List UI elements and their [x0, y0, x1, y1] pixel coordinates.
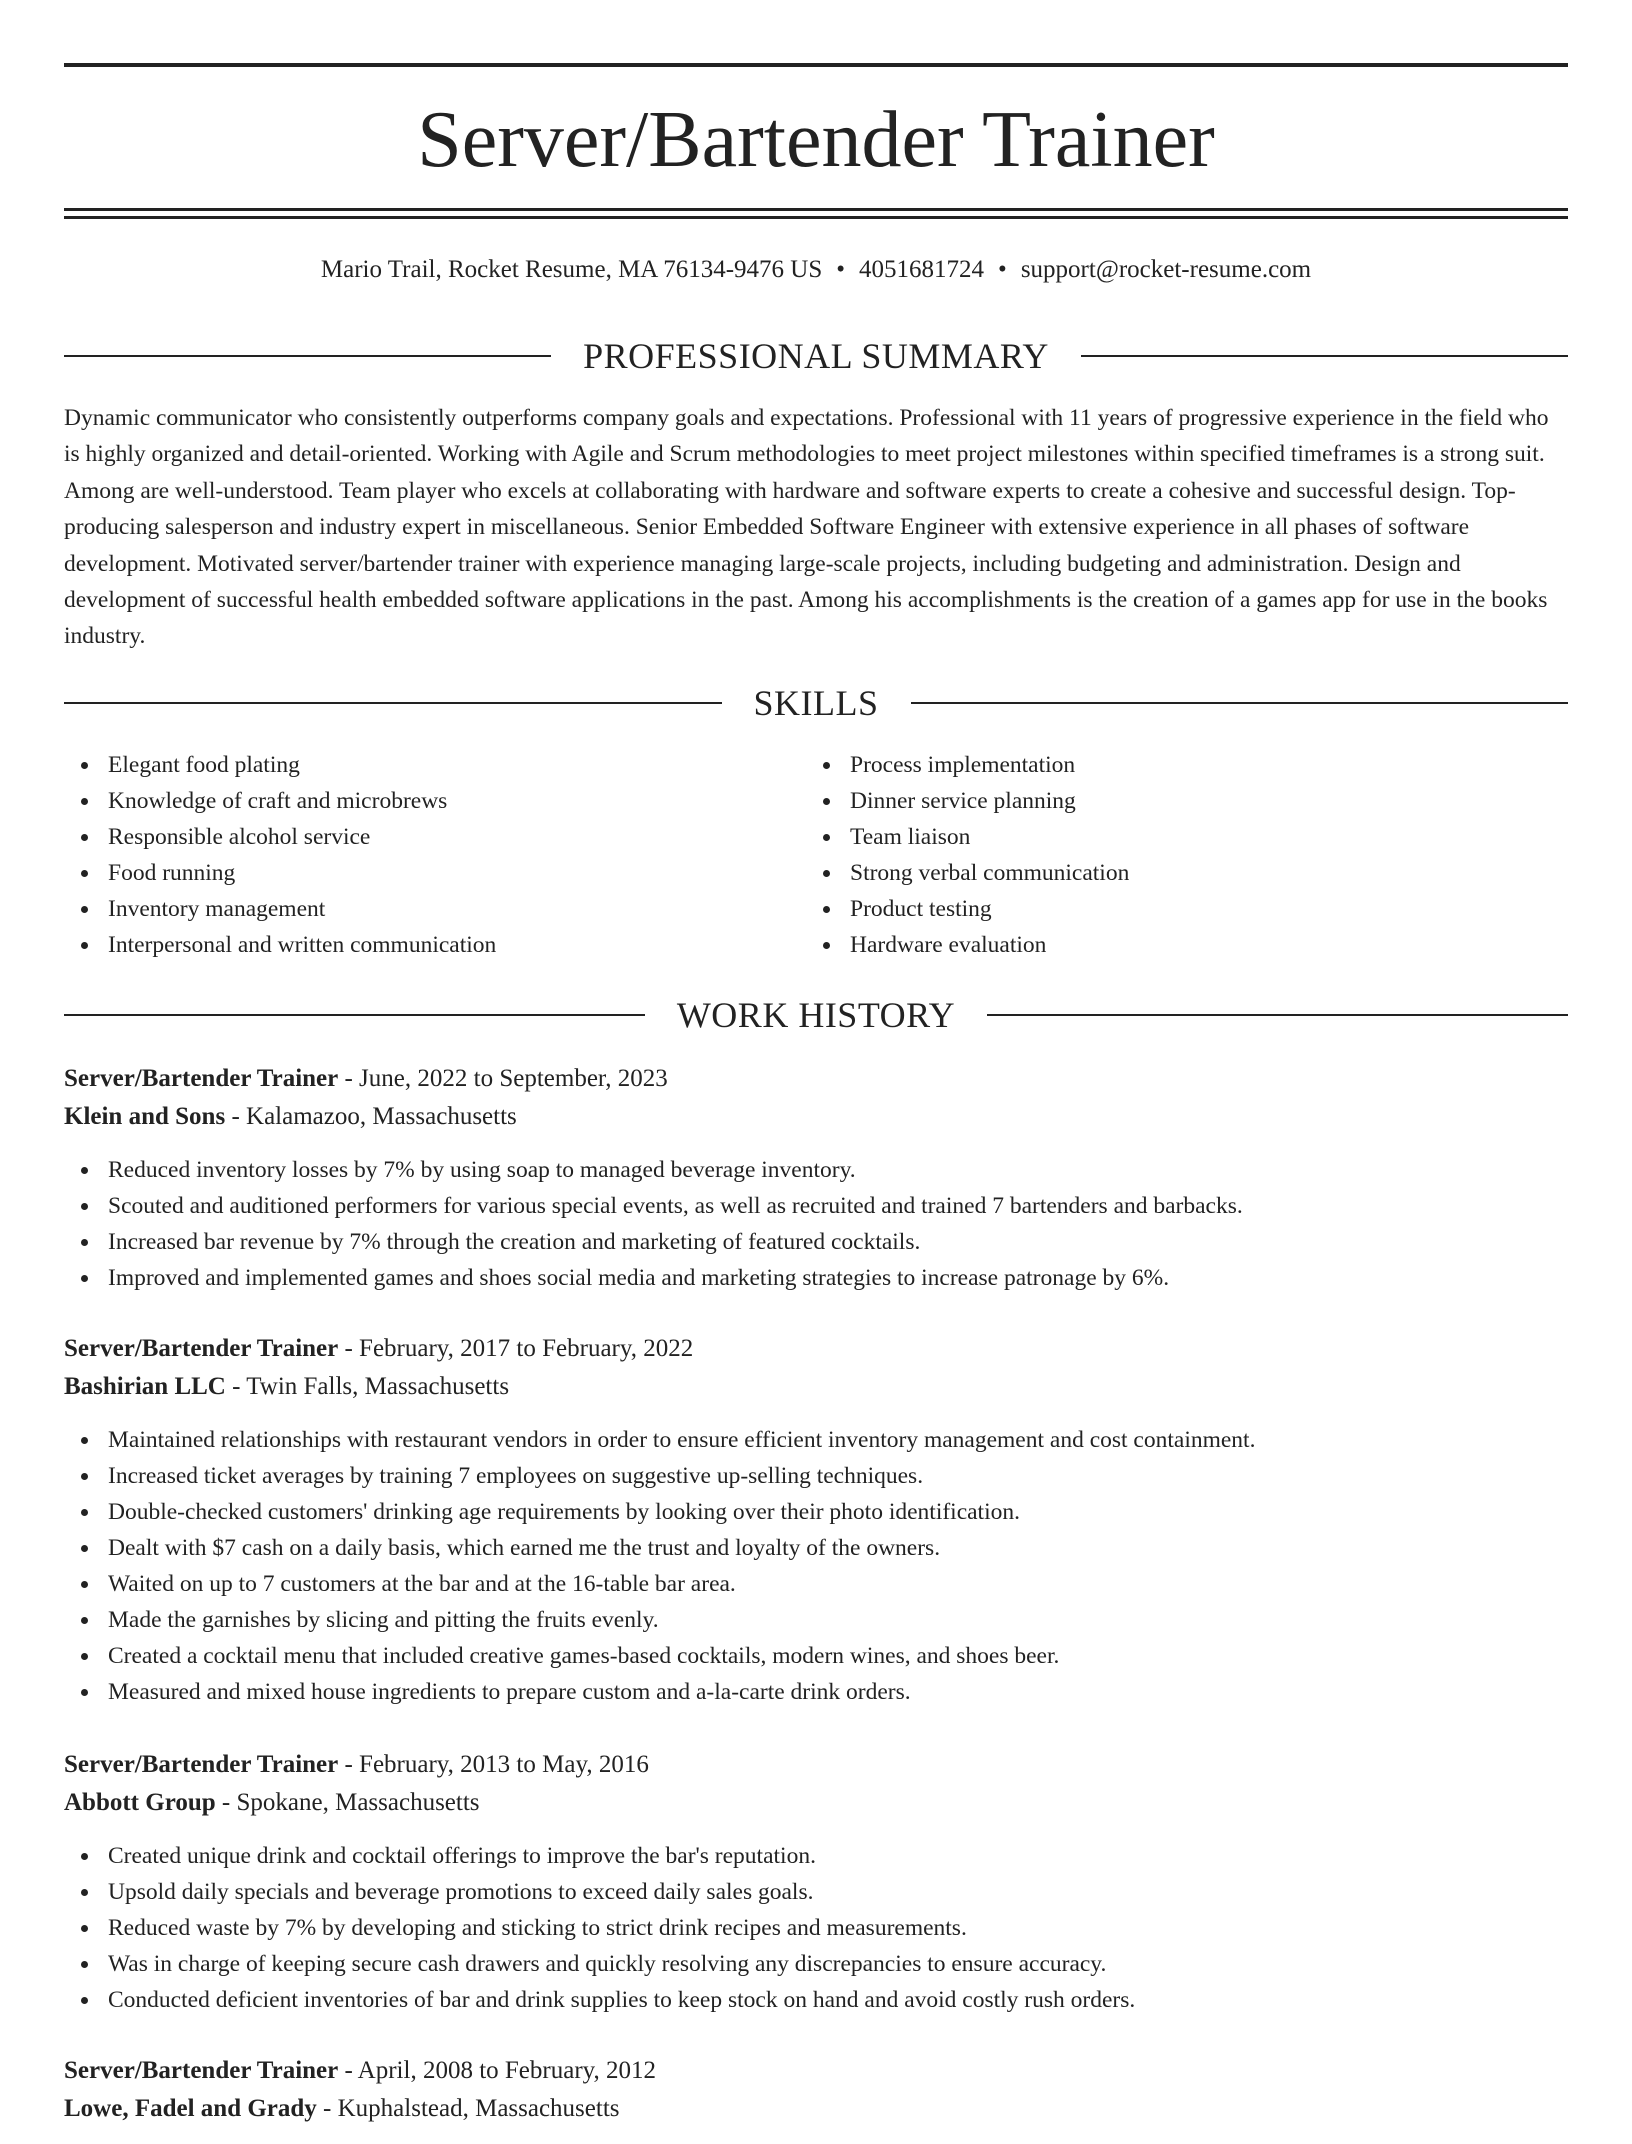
- contact-separator: •: [998, 256, 1007, 283]
- job-company: Bashirian LLC: [64, 1373, 226, 1400]
- skills-section-heading: [64, 681, 1568, 725]
- job-bullet: Measured and mixed house ingredients to prepare custom and a-la-carte drink orders.: [64, 1674, 1568, 1710]
- skill-item: Responsible alcohol service: [64, 819, 804, 855]
- job-bullets: [64, 1422, 1568, 1710]
- job-bullet: Made the garnishes by slicing and pitting the fruits evenly.: [64, 1602, 1568, 1638]
- job-dates: - February, 2017 to February, 2022: [338, 1335, 694, 1362]
- job-bullet: Created unique drink and cocktail offerings to improve the bar's reputation.: [64, 1838, 1568, 1874]
- job-location: - Twin Falls, Massachusetts: [225, 1373, 510, 1400]
- heading-divider: [1081, 355, 1568, 357]
- skill-item: Food running: [64, 855, 804, 891]
- job-entry: [64, 2052, 1568, 2144]
- contact-phone: 4051681724: [859, 256, 985, 283]
- job-title: Server/Bartender Trainer: [64, 1335, 339, 1362]
- contact-address: Mario Trail, Rocket Resume, MA 76134-9476 US: [320, 256, 823, 283]
- job-dates: - February, 2013 to May, 2016: [338, 1751, 649, 1778]
- heading-divider: [64, 1014, 645, 1016]
- job-bullet: Dealt with $7 cash on a daily basis, which earned me the trust and loyalty of the owners.: [64, 1530, 1568, 1566]
- job-bullet: Increased ticket averages by training 7 employees on suggestive up-selling techniques.: [64, 1458, 1568, 1494]
- job-company-line: [64, 1098, 1568, 1136]
- job-entry: [64, 1746, 1568, 2018]
- header-top-rule: [64, 63, 1568, 67]
- job-bullet: Waited on up to 7 customers at the bar and at the 16-table bar area.: [64, 1566, 1568, 1602]
- job-bullet: Reduced inventory losses by 7% by using soap to managed beverage inventory.: [64, 1152, 1568, 1188]
- header-rule-lower: [64, 216, 1568, 219]
- job-location: - Kalamazoo, Massachusetts: [225, 1103, 517, 1130]
- heading-divider: [911, 702, 1569, 704]
- job-bullet: Upsold daily specials and beverage promotions to exceed daily sales goals.: [64, 1874, 1568, 1910]
- contact-email: support@rocket-resume.com: [1020, 256, 1312, 283]
- job-bullet: Conducted deficient inventories of bar and drink supplies to keep stock on hand and avoid costly rush orders.: [64, 1982, 1568, 2018]
- job-title: Server/Bartender Trainer: [64, 1065, 339, 1092]
- job-bullet: Reduced waste by 7% by developing and sticking to strict drink recipes and measurements.: [64, 1910, 1568, 1946]
- job-company: Klein and Sons: [64, 1103, 226, 1130]
- heading-divider: [64, 355, 551, 357]
- skill-item: Team liaison: [806, 819, 1546, 855]
- contact-separator: •: [836, 256, 846, 283]
- job-title-line: [64, 1330, 1568, 1368]
- work-heading-label: WORK HISTORY: [676, 995, 956, 1035]
- skill-item: Hardware evaluation: [806, 927, 1546, 963]
- skill-item: Product testing: [806, 891, 1546, 927]
- skills-list-left: [64, 747, 804, 963]
- job-dates: - April, 2008 to February, 2012: [338, 2057, 657, 2084]
- skill-item: Dinner service planning: [806, 783, 1546, 819]
- job-bullets: [64, 1838, 1568, 2018]
- job-entry: [64, 1060, 1568, 1296]
- job-bullet: Increased bar revenue by 7% through the creation and marketing of featured cocktails.: [64, 1224, 1568, 1260]
- header-rule-upper: [64, 208, 1568, 211]
- job-company-line: [64, 2090, 1568, 2128]
- job-bullets: [64, 1152, 1568, 1296]
- job-bullet: Maintained relationships with restaurant vendors in order to ensure efficient inventory management and cost containment.: [64, 1422, 1568, 1458]
- skills-list-right: [806, 747, 1546, 963]
- job-bullet: Created a cocktail menu that included creative games-based cocktails, modern wines, and shoes beer.: [64, 1638, 1568, 1674]
- contact-line: [64, 254, 1568, 286]
- summary-section-heading: [64, 334, 1568, 378]
- job-company-line: [64, 1368, 1568, 1406]
- resume-title: Server/Bartender Trainer: [417, 96, 1215, 184]
- skill-item: Strong verbal communication: [806, 855, 1546, 891]
- job-dates: - June, 2022 to September, 2023: [338, 1065, 668, 1092]
- heading-divider: [987, 1014, 1568, 1016]
- job-entry: [64, 1330, 1568, 1710]
- work-section-heading: [64, 993, 1568, 1037]
- job-title: Server/Bartender Trainer: [64, 1751, 339, 1778]
- job-bullet: Double-checked customers' drinking age requirements by looking over their photo identification.: [64, 1494, 1568, 1530]
- summary-heading-label: PROFESSIONAL SUMMARY: [583, 336, 1049, 376]
- job-bullet: Was in charge of keeping secure cash drawers and quickly resolving any discrepancies to ensure accuracy.: [64, 1946, 1568, 1982]
- job-bullet: Scouted and auditioned performers for various special events, as well as recruited and trained 7 bartenders and barbacks.: [64, 1188, 1568, 1224]
- job-title: Server/Bartender Trainer: [64, 2057, 339, 2084]
- job-company: Abbott Group: [64, 1789, 216, 1816]
- skill-item: Process implementation: [806, 747, 1546, 783]
- skill-item: Interpersonal and written communication: [64, 927, 804, 963]
- job-location: - Spokane, Massachusetts: [215, 1789, 480, 1816]
- summary-text: Dynamic communicator who consistently outperforms company goals and expectations. Professional with 11 years of progressive experience in the field who is highly organized and detail-oriented. Working with Agile and Scrum methodologies to meet project milestones within specified timeframes is a strong suit. Among are well-understood. Team player who excels at collaborating with hardware and software experts to create a cohesive and successful design. Top-producing salesperson and industry expert in miscellaneous. Senior Embedded Software Engineer with extensive experience in all phases of software development. Motivated server/bartender trainer with experience managing large-scale projects, including budgeting and administration. Design and development of successful health embedded software applications in the past. Among his accomplishments is the creation of a games app for use in the books industry.: [64, 405, 1549, 650]
- skill-item: Knowledge of craft and microbrews: [64, 783, 804, 819]
- skill-item: Elegant food plating: [64, 747, 804, 783]
- skills-heading-label: SKILLS: [753, 683, 879, 723]
- job-title-line: [64, 2052, 1568, 2090]
- job-title-line: [64, 1060, 1568, 1098]
- job-bullet: Improved and implemented games and shoes social media and marketing strategies to increase patronage by 6%.: [64, 1260, 1568, 1296]
- skill-item: Inventory management: [64, 891, 804, 927]
- job-location: - Kuphalstead, Massachusetts: [316, 2095, 620, 2122]
- job-company-line: [64, 1784, 1568, 1822]
- job-company: Lowe, Fadel and Grady: [64, 2095, 317, 2122]
- heading-divider: [64, 702, 722, 704]
- job-title-line: [64, 1746, 1568, 1784]
